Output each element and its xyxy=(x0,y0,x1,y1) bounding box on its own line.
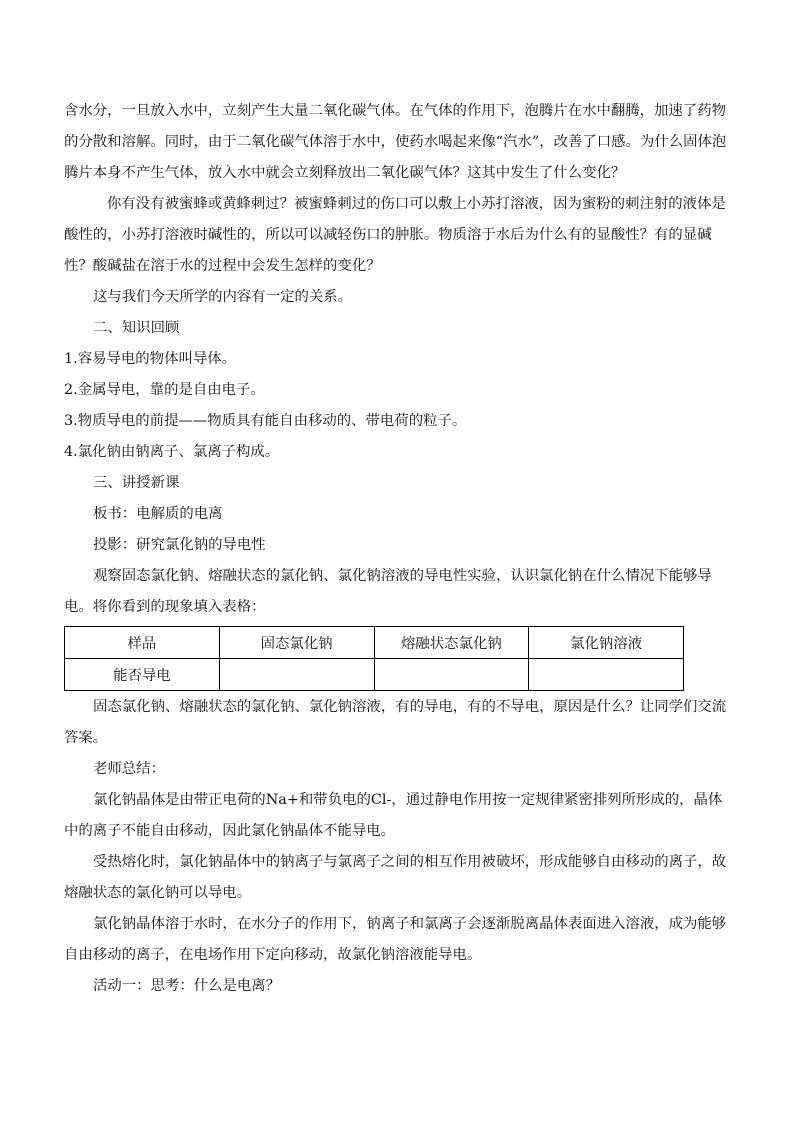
review-item-2: 2.金属导电，靠的是自由电子。 xyxy=(64,382,265,398)
review-item-3: 3.物质导电的前提——物质具有能自由移动的、带电荷的粒子。 xyxy=(64,413,467,429)
observation-table xyxy=(64,626,684,691)
paragraph-solution: 氯化钠晶体溶于水时，在水分子的作用下，钠离子和氯离子会逐渐脱离晶体表面进入溶液，成为能够自由移动的离子，在电场作用下定向移动，故氯化钠溶液能导电。 xyxy=(64,916,727,963)
paragraph-relation: 这与我们今天所学的内容有一定的关系。 xyxy=(93,289,353,305)
paragraph-question: 固态氯化钠、熔融状态的氯化钠、氯化钠溶液，有的导电，有的不导电，原因是什么？让同学们交流答案。 xyxy=(64,699,727,746)
table-header-cell: 熔融状态氯化钠 xyxy=(374,627,529,659)
table-header-cell: 固态氯化钠 xyxy=(219,627,374,659)
table-cell xyxy=(374,659,529,691)
table-row xyxy=(65,659,684,691)
paragraph-molten: 受热熔化时，氯化钠晶体中的钠离子与氯离子之间的相互作用被破坏，形成能够自由移动的离子，故熔融状态的氯化钠可以导电。 xyxy=(64,854,727,901)
paragraph-crystal: 氯化钠晶体是由带正电荷的Na+和带负电的Cl-，通过静电作用按一定规律紧密排列所形成的，晶体中的离子不能自由移动，因此氯化钠晶体不能导电。 xyxy=(64,792,723,839)
table-cell xyxy=(219,659,374,691)
teacher-summary-heading: 老师总结： xyxy=(93,761,165,777)
paragraph-bee-sting: 你有没有被蜜蜂或黄蜂刺过？被蜜蜂刺过的伤口可以敷上小苏打溶液，因为蜜粉的刺注射的液体是酸性的，小苏打溶液时碱性的，所以可以减轻伤口的肿胀。物质溶于水后为什么有的显酸性？有的显碱性？酸碱盐在溶于水的过程中会发生怎样的变化？ xyxy=(64,196,726,274)
review-item-1: 1.容易导电的物体叫导体。 xyxy=(64,351,237,367)
table-header-cell: 样品 xyxy=(65,627,220,659)
table-header-row xyxy=(65,627,684,659)
board-title: 板书：电解质的电离 xyxy=(93,506,223,522)
section-heading-new-lesson: 三、讲授新课 xyxy=(93,475,180,491)
projection-title: 投影：研究氯化钠的导电性 xyxy=(93,537,266,553)
table-cell: 能否导电 xyxy=(65,659,220,691)
table-header-cell: 氯化钠溶液 xyxy=(529,627,684,659)
table-cell xyxy=(529,659,684,691)
section-heading-review: 二、知识回顾 xyxy=(93,320,180,336)
activity-one: 活动一：思考：什么是电离？ xyxy=(93,978,281,994)
paragraph-effervescent-tablet: 含水分，一旦放入水中，立刻产生大量二氧化碳气体。在气体的作用下，泡腾片在水中翻腾，加速了药物的分散和溶解。同时，由于二氧化碳气体溶于水中，使药水喝起来像“汽水”，改善了口感。为什么固体泡腾片本身不产生气体，放入水中就会立刻释放出二氧化碳气体？这其中发生了什么变化？ xyxy=(64,103,727,181)
paragraph-observe: 观察固态氯化钠、熔融状态的氯化钠、氯化钠溶液的导电性实验，认识氯化钠在什么情况下能够导电。将你看到的现象填入表格： xyxy=(64,568,712,615)
review-item-4: 4.氯化钠由钠离子、氯离子构成。 xyxy=(64,444,280,460)
